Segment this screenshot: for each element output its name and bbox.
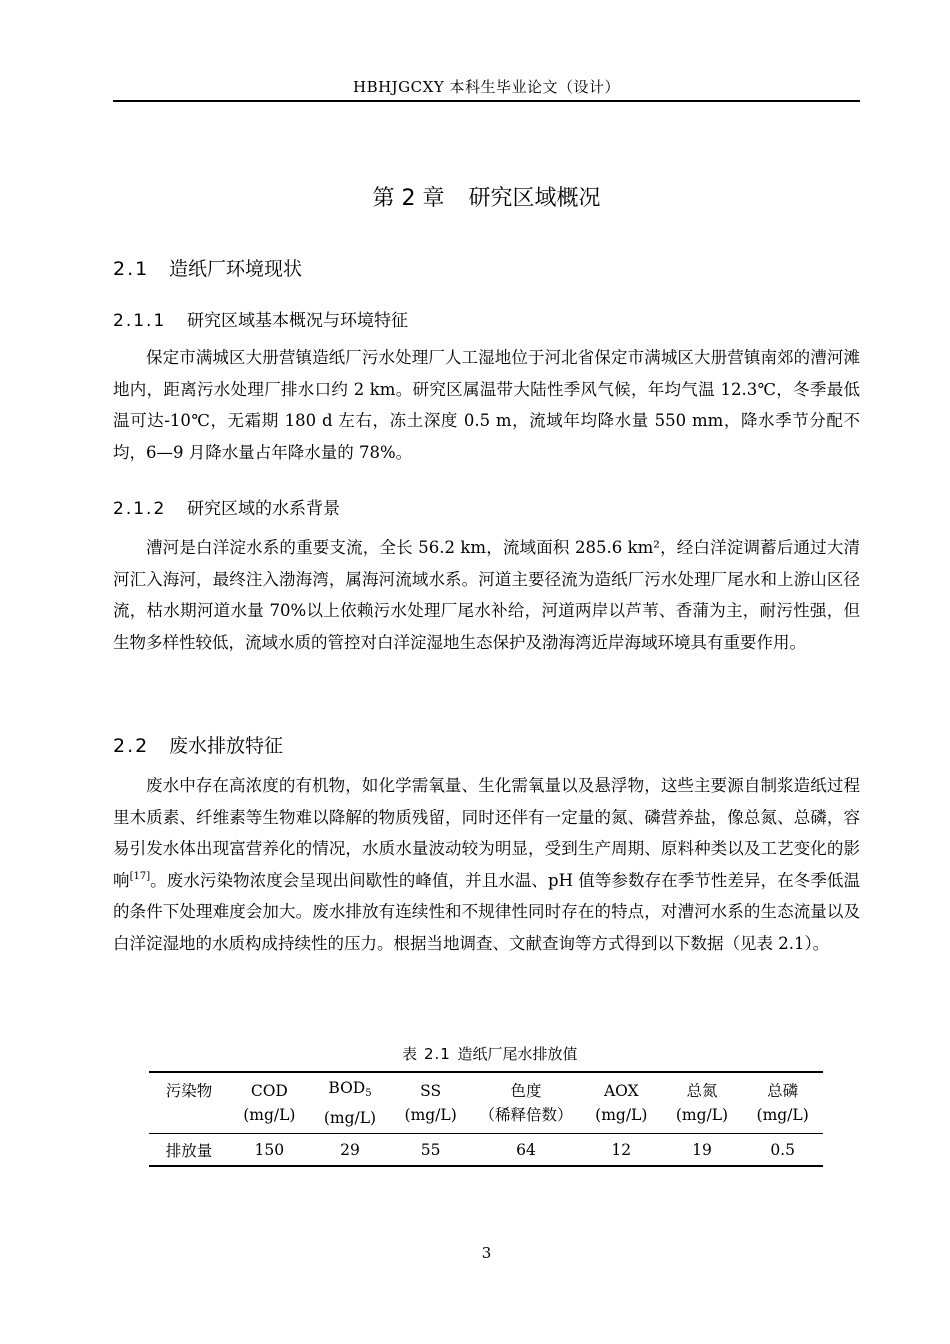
cell-ss: 55	[420, 1140, 441, 1159]
page-number: 3	[481, 1244, 492, 1262]
paragraph-text: 废水中存在高浓度的有机物，如化学需氧量、生化需氧量以及悬浮物，这些主要源自制浆造纸过程里木质素、纤维素等生物难以降解的物质残留，同时还伴有一定量的氮、磷营养盐，像总氮、总磷，容易引发水体出现富营养化的情况，水质水量波动较为明显，受到生产周期、原料种类以及工艺变化的影响	[113, 776, 860, 890]
cell-cod: 150	[254, 1140, 285, 1159]
table-caption	[113, 1043, 860, 1064]
paragraph-2-1-2: 漕河是白洋淀水系的重要支流，全长 56.2 km，流域面积 285.6 km²，经白洋淀调蓄后通过大清河汇入海河，最终注入渤海湾，属海河流域水系。河道主要径流为造纸厂污水处理厂尾水和上游山区径流，枯水期河道水量 70%以上依赖污水处理厂尾水补给，河道两岸以芦苇、香蒲为主，耐污性强，但生物多样性较低，流域水质的管控对白洋淀湿地生态保护及渤海湾近岸海域环境具有重要作用。	[113, 538, 860, 652]
cell-color: 64	[516, 1140, 536, 1159]
subsection-heading-2-1-2	[113, 494, 340, 519]
chapter-number: 第 2 章	[372, 186, 445, 211]
subsection-title: 研究区域的水系背景	[187, 499, 340, 519]
header-tp: 总磷 (mg/L)	[756, 1082, 809, 1124]
paragraph-text: 。废水污染物浓度会呈现出间歇性的峰值，并且水温、pH 值等参数存在季节性差异，在冬季低温的条件下处理难度会加大。废水排放有连续性和不规律性同时存在的特点，对漕河水系的生态流量以及白洋淀湿地的水质构成持续性的压力。根据当地调查、文献查询等方式得到以下数据（见表 2.1）。	[113, 870, 860, 953]
table-number: 表 2.1	[402, 1045, 451, 1063]
header-color: 色度 （稀释倍数）	[479, 1082, 573, 1124]
chapter-name: 研究区域概况	[468, 186, 601, 211]
subsection-number: 2.1.1	[113, 311, 167, 331]
cell-tn: 19	[692, 1140, 712, 1159]
section-heading-2-1	[113, 254, 302, 281]
header-ss: SS (mg/L)	[404, 1082, 457, 1124]
section-title: 造纸厂环境现状	[169, 258, 303, 280]
header-pollutant: 污染物	[165, 1082, 213, 1100]
table-row	[149, 1134, 823, 1167]
header-rule	[113, 100, 860, 102]
section-title: 废水排放特征	[169, 735, 284, 757]
section-heading-2-2	[113, 731, 283, 758]
section-number: 2.2	[113, 735, 150, 757]
paragraph-2-2	[113, 770, 860, 959]
paragraph-2-1-1: 保定市满城区大册营镇造纸厂污水处理厂人工湿地位于河北省保定市满城区大册营镇南郊的漕河滩地内，距离污水处理厂排水口约 2 km。研究区属温带大陆性季风气候，年均气温 12.3℃，冬季最低温可达-10℃，无霜期 180 d 左右，冻土深度 0.5 m，流域年均降水量 550 mm，降水季节分配不均，6—9 月降水量占年降水量的 78%。	[113, 348, 860, 462]
chapter-title	[113, 181, 860, 212]
emission-table	[149, 1071, 823, 1167]
subsection-number: 2.1.2	[113, 499, 167, 519]
header-cod: COD (mg/L)	[243, 1082, 296, 1124]
cell-tp: 0.5	[770, 1140, 795, 1159]
subsection-title: 研究区域基本概况与环境特征	[187, 311, 408, 331]
running-header: HBHJGCXY 本科生毕业论文（设计）	[352, 78, 620, 96]
cell-aox: 12	[611, 1140, 632, 1159]
header-tn: 总氮 (mg/L)	[675, 1082, 729, 1124]
citation-17[interactable]: [17]	[129, 870, 151, 882]
table-title: 造纸厂尾水排放值	[457, 1045, 578, 1063]
header-bod5: BOD5 (mg/L)	[323, 1079, 377, 1127]
header-aox: AOX (mg/L)	[595, 1082, 648, 1124]
cell-bod5: 29	[340, 1140, 360, 1159]
table-header-row	[149, 1072, 823, 1134]
subsection-heading-2-1-1	[113, 306, 408, 331]
section-number: 2.1	[113, 258, 150, 280]
row-label: 排放量	[165, 1141, 213, 1160]
